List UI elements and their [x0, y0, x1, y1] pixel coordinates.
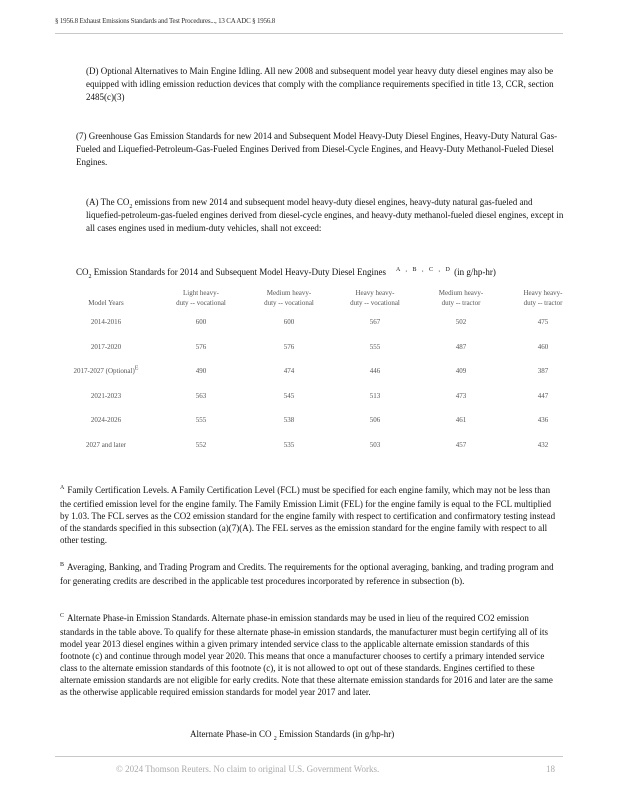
cell-value: 506 — [369, 416, 381, 424]
cell-value: 409 — [455, 367, 467, 375]
table-row — [56, 441, 582, 466]
alternate-title-subscript: 2 — [273, 735, 277, 742]
footnote-b-mark: B — [60, 562, 65, 568]
header-heavy-vocational: Heavy heavy- duty -- vocational — [350, 289, 400, 307]
cell-value: 545 — [283, 391, 295, 400]
page-header: § 1956.8 Exhaust Emissions Standards and Test Procedures..., 13 CA ADC § 1956.8 — [55, 17, 276, 25]
table-row — [56, 367, 582, 392]
cell-value: 555 — [369, 342, 381, 351]
cell-value: 555 — [195, 416, 207, 424]
footnote-a-mark: A — [60, 485, 65, 491]
cell-value: 600 — [195, 318, 207, 326]
cell-value: 502 — [455, 318, 467, 326]
cell-value: 446 — [369, 367, 381, 375]
cell-value: 535 — [283, 440, 295, 449]
cell-value: 567 — [369, 318, 381, 326]
paragraph-a-rest: emissions from new 2014 and subsequent model heavy-duty diesel engines, heavy-duty natural gas-fueled and liquefied-petroleum-gas-fueled engines derived from diesel-cycle engines, and heavy-duty methanol-fueled diesel engines, except in all cases engines used in medium-duty vehicles, shall not exceed: — [86, 197, 564, 233]
header-heavy-tractor: Heavy heavy- duty -- tractor — [523, 289, 563, 307]
cell-model-year: 2017-2027 (Optional)$^E$ — [73, 365, 139, 375]
alternate-title-rest: Emission Standards (in g/hp-hr) — [276, 729, 395, 739]
cell-value: 460 — [537, 342, 549, 351]
page-number: 18 — [546, 764, 555, 774]
cell-value: 490 — [195, 367, 207, 375]
header-model-years: Model Years — [88, 299, 124, 307]
header-medium-tractor: Medium heavy- duty -- tractor — [438, 289, 484, 307]
footnote-c — [60, 612, 558, 698]
cell-value: 432 — [537, 440, 549, 449]
cell-model-year: 2027 and later — [85, 440, 127, 449]
emission-standards-table — [56, 286, 582, 465]
table-row — [56, 416, 582, 441]
footnote-b-text: Averaging, Banking, and Trading Program and Credits. The requirements for the optional averaging, banking, and trading program and for generating credits are described in the applicable test procedures incorporated by reference in subsection (b). — [60, 562, 554, 586]
cell-model-year: 2017-2020 — [90, 342, 122, 351]
footnote-b — [60, 561, 558, 587]
paragraph-a-start: (A) The CO — [86, 197, 130, 207]
cell-model-year: 2021-2023 — [90, 391, 122, 400]
cell-value: 447 — [537, 391, 549, 400]
cell-value: 538 — [283, 416, 295, 424]
cell-value: 487 — [455, 342, 467, 351]
cell-value: 576 — [283, 342, 295, 351]
footer-copyright: © 2024 Thomson Reuters. No claim to original U.S. Government Works. — [116, 764, 380, 774]
paragraph-7: (7) Greenhouse Gas Emission Standards for new 2014 and Subsequent Model Heavy-Duty Diesel Engines, Heavy-Duty Natural Gas-Fueled and Liquefied-Petroleum-Gas-Fueled Engines Derived from Diesel-Cycle Engines, and Heavy-Duty Methanol-Fueled Diesel Engines. — [76, 131, 558, 167]
cell-value: 387 — [537, 367, 549, 375]
cell-value: 474 — [283, 367, 295, 375]
footnote-c-mark: C — [60, 613, 65, 619]
table-caption — [76, 266, 496, 280]
cell-value: 473 — [455, 391, 467, 400]
alternate-table-title — [190, 729, 395, 742]
cell-value: 475 — [537, 318, 549, 326]
header-rule — [55, 33, 563, 34]
header-light-vocational: Light heavy- duty -- vocational — [176, 289, 226, 307]
header-medium-vocational: Medium heavy- duty -- vocational — [264, 289, 314, 307]
footer-rule — [55, 756, 563, 757]
table-row — [56, 343, 582, 368]
caption-text: Emission Standards for 2014 and Subsequent Model Heavy-Duty Diesel Engines — [91, 267, 386, 277]
footnote-c-text: Alternate Phase-in Emission Standards. Alternate phase-in emission standards may be used in lieu of the required CO2 emission standards in the table above. To qualify for these alternate phase-in emission standards, the manufacturer must begin certifying all of its model year 2013 diesel engines within a given primary intended service class to the applicable alternate emission standards of this footnote (c) and continue through model year 2020. This means that once a manufacturer chooses to certify a primary intended service class to the alternate emission standards of this footnote (c), it is not allowed to opt out of these standards. Engines certified to these alternate emission standards are not eligible for early credits. Note that these alternate emission standards for 2016 and later are the same as the otherwise applicable required emission standards for model year 2017 and later. — [60, 613, 553, 697]
cell-model-year: 2024-2026 — [90, 416, 122, 424]
table-row — [56, 318, 582, 343]
paragraph-a — [86, 196, 564, 235]
cell-value: 436 — [537, 416, 549, 424]
caption-units: (in g/hp-hr) — [454, 267, 496, 277]
cell-value: 552 — [195, 440, 207, 449]
table-row — [56, 392, 582, 417]
caption-co: CO — [76, 267, 89, 277]
cell-value: 461 — [455, 416, 467, 424]
table-header-row — [56, 286, 582, 318]
cell-value: 503 — [369, 440, 381, 449]
cell-value: 600 — [283, 318, 295, 326]
alternate-title-start: Alternate Phase-in CO — [190, 729, 274, 739]
cell-value: 513 — [369, 391, 381, 400]
caption-footnote-refs: A , B , C , D — [395, 267, 452, 273]
paragraph-d: (D) Optional Alternatives to Main Engine Idling. All new 2008 and subsequent model year heavy duty diesel engines may also be equipped with idling emission reduction devices that comply with the compliance requirements specified in title 13, CCR, section 2485(c)(3) — [86, 66, 554, 102]
footnote-a-text: Family Certification Levels. A Family Certification Level (FCL) must be specified for each engine family, which may not be less than the certified emission level for the engine family. The Family Emission Limit (FEL) for the engine family is equal to the FCL multiplied by 1.03. The FCL serves as the CO2 emission standard for the engine family with respect to certification and confirmatory testing instead of the standards specified in this subsection (a)(7)(A). The FEL serves as the emission standard for the engine family with respect to all other testing. — [60, 485, 556, 545]
cell-model-year: 2014-2016 — [90, 318, 122, 326]
paragraph-a-subscript: 2 — [129, 203, 133, 210]
cell-value: 563 — [195, 391, 207, 400]
cell-value: 457 — [455, 440, 467, 449]
footnote-a — [60, 484, 558, 546]
caption-subscript: 2 — [88, 273, 92, 280]
cell-value: 576 — [195, 342, 207, 351]
